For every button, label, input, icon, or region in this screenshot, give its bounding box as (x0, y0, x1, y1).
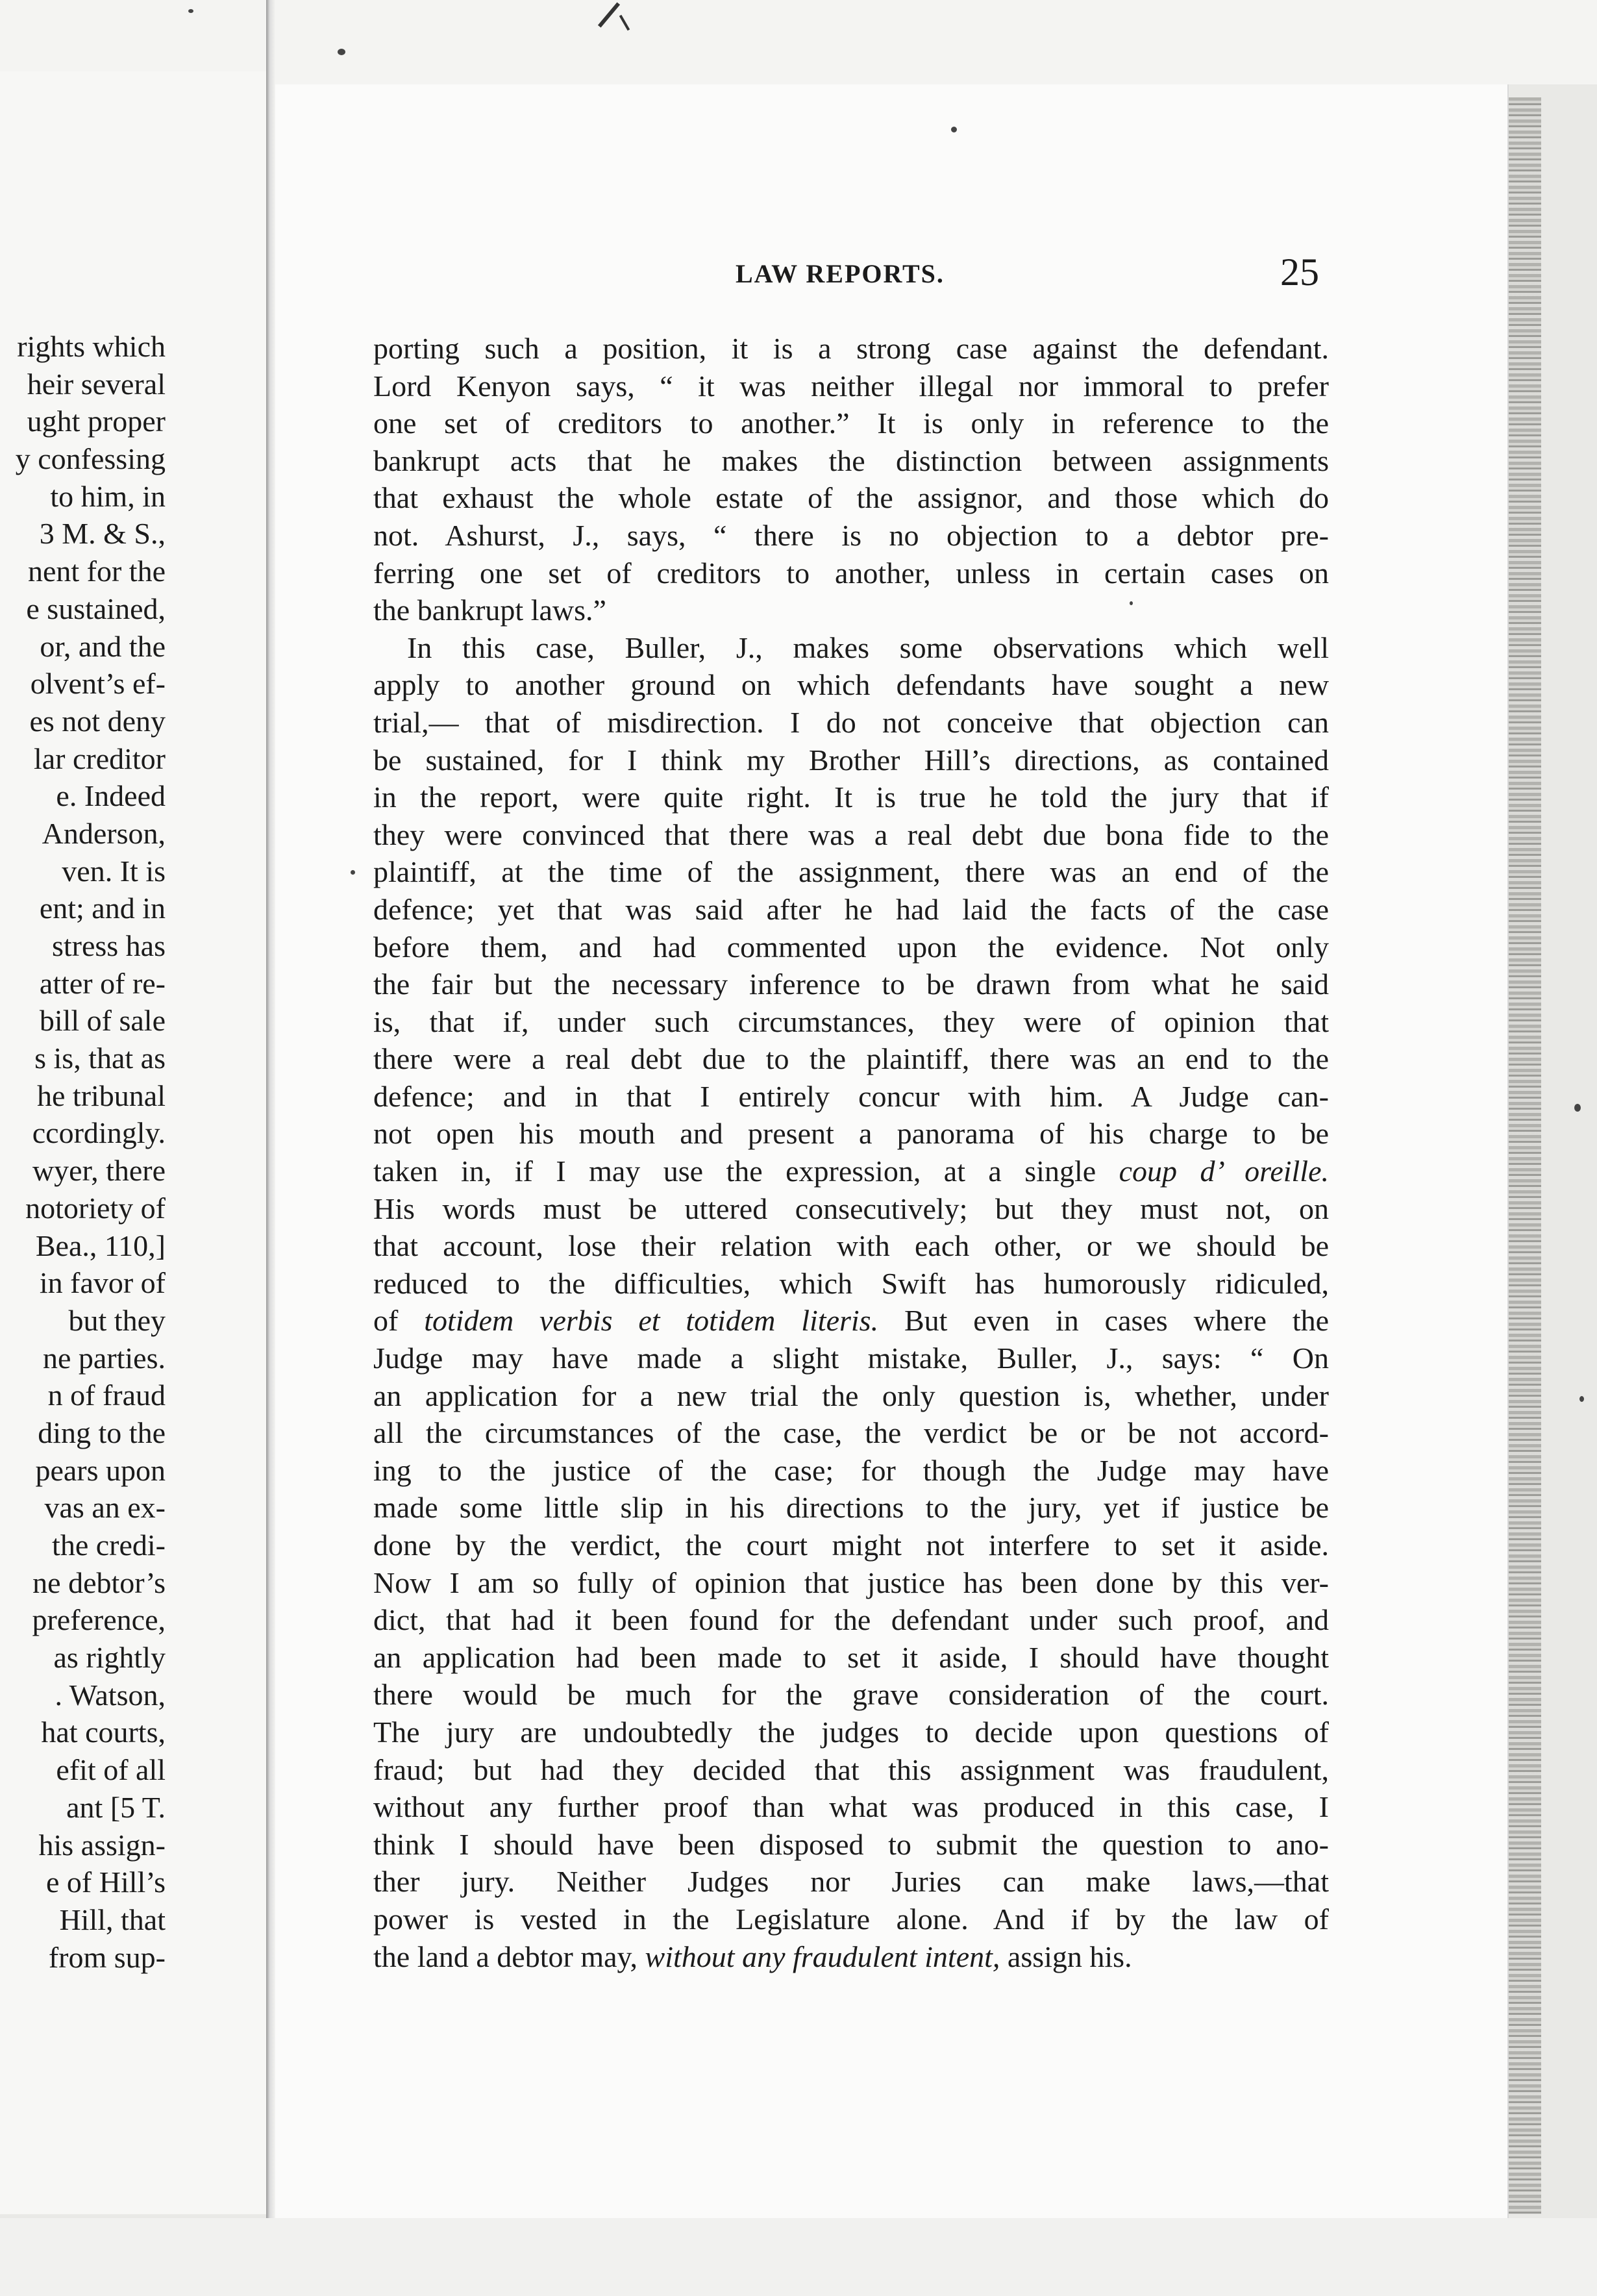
left-page-line: es not deny (29, 704, 166, 738)
main-text-column (373, 330, 1329, 1975)
left-page-line: or, and the (40, 629, 166, 663)
main-text-line: without any further proof than what was produced in this case, I (373, 1790, 1329, 1824)
main-text-line: an application had been made to set it aside, I should have thought (373, 1640, 1329, 1674)
left-page-line: ven. It is (62, 854, 166, 888)
left-page-line: Hill, that (59, 1903, 166, 1936)
left-page-line: nent for the (27, 555, 166, 588)
left-page-line: e of Hill’s (46, 1866, 166, 1899)
left-page-line: e sustained, (26, 592, 166, 625)
left-page-line: preference, (32, 1603, 166, 1637)
main-text-line: an application for a new trial the only question is, whether, under (373, 1379, 1329, 1412)
left-page-line: in favor of (39, 1266, 166, 1300)
main-text-line: Lord Kenyon says, “ it was neither illegal nor immoral to prefer (373, 369, 1329, 403)
main-text-line: power is vested in the Legislature alone. And if by the law of (373, 1902, 1329, 1936)
left-page-line: pears upon (35, 1453, 166, 1487)
scan-speck (338, 49, 345, 55)
scan-speck (351, 870, 355, 875)
left-page-line: his assign- (38, 1828, 166, 1862)
left-page-line: s is, that as (34, 1042, 166, 1075)
main-text-line: Now I am so fully of opinion that justice has been done by this ver- (373, 1566, 1329, 1599)
text-run: of (373, 1304, 399, 1338)
main-text-line: apply to another ground on which defendants have sought a new (373, 668, 1329, 702)
main-text-line: think I should have been disposed to submit the question to ano- (373, 1827, 1329, 1861)
main-text-line: made some little slip in his directions to the jury, yet if justice be (373, 1491, 1329, 1525)
main-text-line: they were convinced that there was a real debt due bona fide to the (373, 817, 1329, 851)
main-text-line: fraud; but had they decided that this assignment was fraudulent, (373, 1753, 1329, 1786)
scan-speck (1579, 1396, 1584, 1402)
left-page-line: ne debtor’s (32, 1566, 166, 1599)
italic-phrase: without any fraudulent intent, (645, 1940, 1000, 1973)
main-text-line: In this case, Buller, J., makes some observations which well (407, 630, 1329, 664)
main-text-line: trial,— that of misdirection. I do not conceive that objection can (373, 705, 1329, 739)
left-page-line: ding to the (38, 1416, 166, 1449)
main-text-line: the fair but the necessary inference to be drawn from what he said (373, 967, 1329, 1001)
main-text-line: that account, lose their relation with each other, or we should be (373, 1229, 1329, 1263)
left-page-line: y confessing (15, 442, 166, 476)
main-text-line: before them, and had commented upon the evidence. Not only (373, 930, 1329, 964)
main-text-line: the bankrupt laws.” (373, 593, 606, 627)
running-head: LAW REPORTS. (736, 259, 945, 288)
left-page-line: hat courts, (41, 1716, 166, 1749)
main-text-line: there would be much for the grave consideration of the court. (373, 1678, 1329, 1712)
main-text-line: done by the verdict, the court might not interfere to set it aside. (373, 1529, 1329, 1562)
left-page-line: wyer, there (32, 1154, 166, 1188)
text-run: assign his. (1007, 1940, 1132, 1973)
left-page-line: bill of sale (39, 1004, 166, 1038)
main-text-line: defence; and in that I entirely concur with him. A Judge can- (373, 1079, 1329, 1113)
left-page-line: ant [5 T. (66, 1790, 166, 1824)
left-page-text (0, 328, 166, 1976)
left-page-line: e. Indeed (56, 779, 166, 813)
left-page-line: ne parties. (42, 1341, 166, 1375)
left-page-line: heir several (27, 367, 166, 401)
main-text-line: bankrupt acts that he makes the distinction between assignments (373, 443, 1329, 477)
left-page-line: but they (68, 1303, 166, 1337)
main-text-line: not open his mouth and present a panorama of his charge to be (373, 1117, 1329, 1151)
main-text-line: in the report, were quite right. It is true he told the jury that if (373, 780, 1329, 814)
left-page-line: efit of all (56, 1753, 166, 1787)
main-text-line: ther jury. Neither Judges nor Juries can make laws,—that (373, 1865, 1329, 1899)
left-page-line: as rightly (53, 1641, 166, 1675)
left-page-line: ent; and in (39, 892, 166, 925)
main-text-line: there were a real debt due to the plaintiff, there was an end to the (373, 1042, 1329, 1076)
main-text-line: ferring one set of creditors to another, unless in certain cases on (373, 556, 1329, 590)
left-page-line: 3 M. & S., (39, 517, 166, 551)
main-text-line (373, 1153, 1329, 1190)
left-page-line: rights which (17, 330, 166, 363)
scan-background-bottom (0, 2218, 1597, 2296)
text-run: taken in, if I may use the expression, at a single (373, 1154, 1096, 1188)
main-text-line: one set of creditors to another.” It is only in reference to the (373, 406, 1329, 440)
main-text-line: be sustained, for I think my Brother Hill’s directions, as contained (373, 743, 1329, 777)
left-page-line: to him, in (50, 479, 166, 513)
page-edge (1509, 97, 1541, 2214)
text-run: the land a debtor may, (373, 1940, 638, 1973)
scan-speck (1574, 1104, 1581, 1112)
left-page-line: . Watson, (55, 1678, 166, 1712)
left-page-line: olvent’s ef- (30, 667, 166, 701)
left-page-line: ught proper (27, 405, 166, 438)
left-page-line: from sup- (48, 1940, 166, 1974)
italic-phrase: coup d’ oreille. (1119, 1154, 1329, 1188)
main-text-line: Judge may have made a slight mistake, Buller, J., says: “ On (373, 1341, 1329, 1375)
main-text-line: The jury are undoubtedly the judges to decide upon questions of (373, 1715, 1329, 1749)
main-text-line: all the circumstances of the case, the verdict be or be not accord- (373, 1416, 1329, 1450)
main-text-line (373, 1302, 1329, 1340)
main-text-line (373, 1938, 1329, 1976)
main-text-line: plaintiff, at the time of the assignment, there was an end of the (373, 855, 1329, 889)
main-text-line: defence; yet that was said after he had laid the facts of the case (373, 892, 1329, 926)
main-text-line: dict, that had it been found for the defendant under such proof, and (373, 1603, 1329, 1637)
left-page-line: atter of re- (39, 966, 166, 1000)
left-page-line: the credi- (52, 1529, 166, 1562)
main-text-line: ing to the justice of the case; for though the Judge may have (373, 1453, 1329, 1487)
left-page-line: Bea., 110,] (35, 1229, 166, 1262)
left-page-line: Anderson, (42, 816, 166, 850)
left-page-line: he tribunal (37, 1079, 166, 1112)
left-page-line: n of fraud (47, 1379, 166, 1412)
left-page-line: stress has (51, 929, 166, 962)
main-text-line: that exhaust the whole estate of the assignor, and those which do (373, 481, 1329, 515)
main-text-line: not. Ashurst, J., says, “ there is no objection to a debtor pre- (373, 518, 1329, 552)
scan-speck (951, 127, 957, 132)
page-number: 25 (1280, 251, 1319, 293)
scan-speck (188, 9, 193, 13)
left-page-line: ccordingly. (32, 1116, 166, 1150)
left-page-line: lar creditor (33, 742, 166, 775)
left-page-line: notoriety of (25, 1191, 166, 1225)
main-text-line: His words must be uttered consecutively; but they must not, on (373, 1192, 1329, 1225)
main-text-line: porting such a position, it is a strong case against the defendant. (373, 332, 1329, 365)
text-run: But even in cases where the (904, 1304, 1329, 1338)
main-text-line: is, that if, under such circumstances, they were of opinion that (373, 1004, 1329, 1038)
book-gutter (266, 0, 275, 2296)
left-page-line: vas an ex- (44, 1491, 166, 1525)
main-text-line: reduced to the difficulties, which Swift has humorously ridiculed, (373, 1266, 1329, 1300)
italic-phrase: totidem verbis et totidem literis. (424, 1304, 879, 1338)
